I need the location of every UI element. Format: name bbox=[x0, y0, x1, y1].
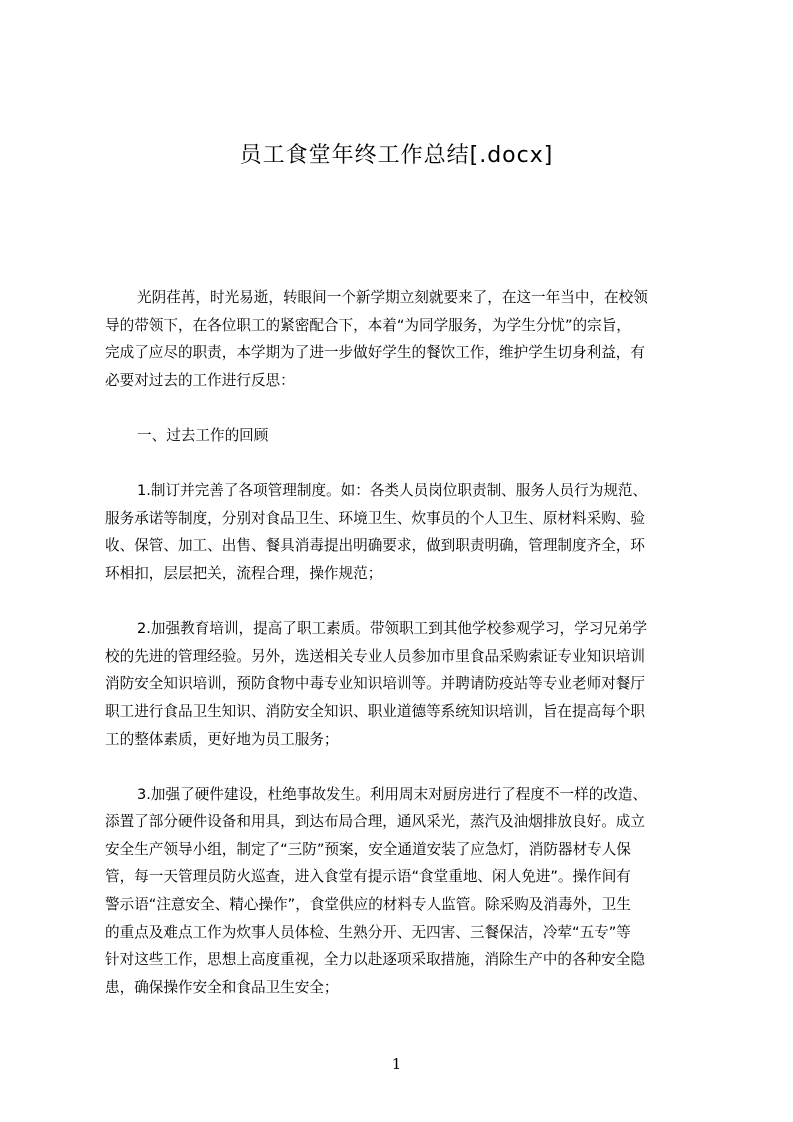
text-line: 环相扣，层层把关，流程合理，操作规范； bbox=[105, 564, 383, 582]
paragraph-item-3 bbox=[105, 781, 699, 1002]
page-number: 1 bbox=[391, 1055, 402, 1073]
paragraph-spacer bbox=[105, 394, 699, 422]
text-line: 警示语“注意安全、精心操作”，食堂供应的材料专人监管。除采购及消毒外，卫生 bbox=[105, 896, 631, 914]
text-line: 必要对过去的工作进行反思： bbox=[105, 371, 295, 389]
text-line: 光阴荏苒，时光易逝，转眼间一个新学期立刻就要来了，在这一年当中，在校领 bbox=[137, 289, 648, 306]
paragraph-spacer bbox=[105, 450, 699, 478]
text-line: 2.加强教育培训，提高了职工素质。带领职工到其他学校参观学习，学习兄弟学 bbox=[137, 620, 648, 638]
document-title: 员工食堂年终工作总结[.docx] bbox=[239, 143, 554, 168]
paragraph-item-2 bbox=[105, 615, 699, 753]
text-line: 1.制订并完善了各项管理制度。如：各类人员岗位职责制、服务人员行为规范、 bbox=[137, 482, 648, 500]
paragraph-intro bbox=[105, 284, 699, 394]
text-line: 管，每一天管理员防火巡查，进入食堂有提示语“食堂重地、闲人免进”。操作间有 bbox=[105, 868, 631, 886]
text-line: 完成了应尽的职责，本学期为了进一步做好学生的餐饮工作，维护学生切身利益，有 bbox=[105, 344, 645, 362]
document-body bbox=[105, 284, 699, 1001]
paragraph-spacer bbox=[105, 753, 699, 781]
text-line: 收、保管、加工、出售、餐具消毒提出明确要求，做到职责明确，管理制度齐全，环 bbox=[105, 537, 645, 555]
text-line: 安全生产领导小组，制定了“三防”预案，安全通道安装了应急灯，消防器材专人保 bbox=[105, 840, 631, 858]
text-line: 针对这些工作，思想上高度重视，全力以赴逐项采取措施，消除生产中的各种安全隐 bbox=[105, 951, 645, 969]
text-line: 一、过去工作的回顾 bbox=[137, 426, 269, 444]
text-line: 的重点及难点工作为炊事人员体检、生熟分开、无四害、三餐保洁，冷荤“五专”等 bbox=[105, 923, 631, 941]
text-line: 导的带领下，在各位职工的紧密配合下，本着“为同学服务，为学生分忧”的宗旨， bbox=[105, 316, 631, 334]
section-heading bbox=[105, 422, 699, 450]
text-line: 服务承诺等制度，分别对食品卫生、环境卫生、炊事员的个人卫生、原材料采购、验 bbox=[105, 509, 645, 527]
paragraph-item-1 bbox=[105, 477, 699, 587]
text-line: 患，确保操作安全和食品卫生安全； bbox=[105, 978, 339, 996]
text-line: 添置了部分硬件设备和用具，到达布局合理，通风采光，蒸汽及油烟排放良好。成立 bbox=[105, 813, 645, 831]
text-line: 校的先进的管理经验。另外，选送相关专业人员参加市里食品采购索证专业知识培训 bbox=[105, 647, 645, 665]
paragraph-spacer bbox=[105, 588, 699, 616]
text-line: 3.加强了硬件建设，杜绝事故发生。利用周末对厨房进行了程度不一样的改造、 bbox=[137, 785, 648, 803]
text-line: 工的整体素质，更好地为员工服务； bbox=[105, 730, 339, 748]
text-line: 消防安全知识培训，预防食物中毒专业知识培训等。并聘请防疫站等专业老师对餐厅 bbox=[105, 675, 645, 693]
text-line: 职工进行食品卫生知识、消防安全知识、职业道德等系统知识培训，旨在提高每个职 bbox=[105, 702, 645, 720]
